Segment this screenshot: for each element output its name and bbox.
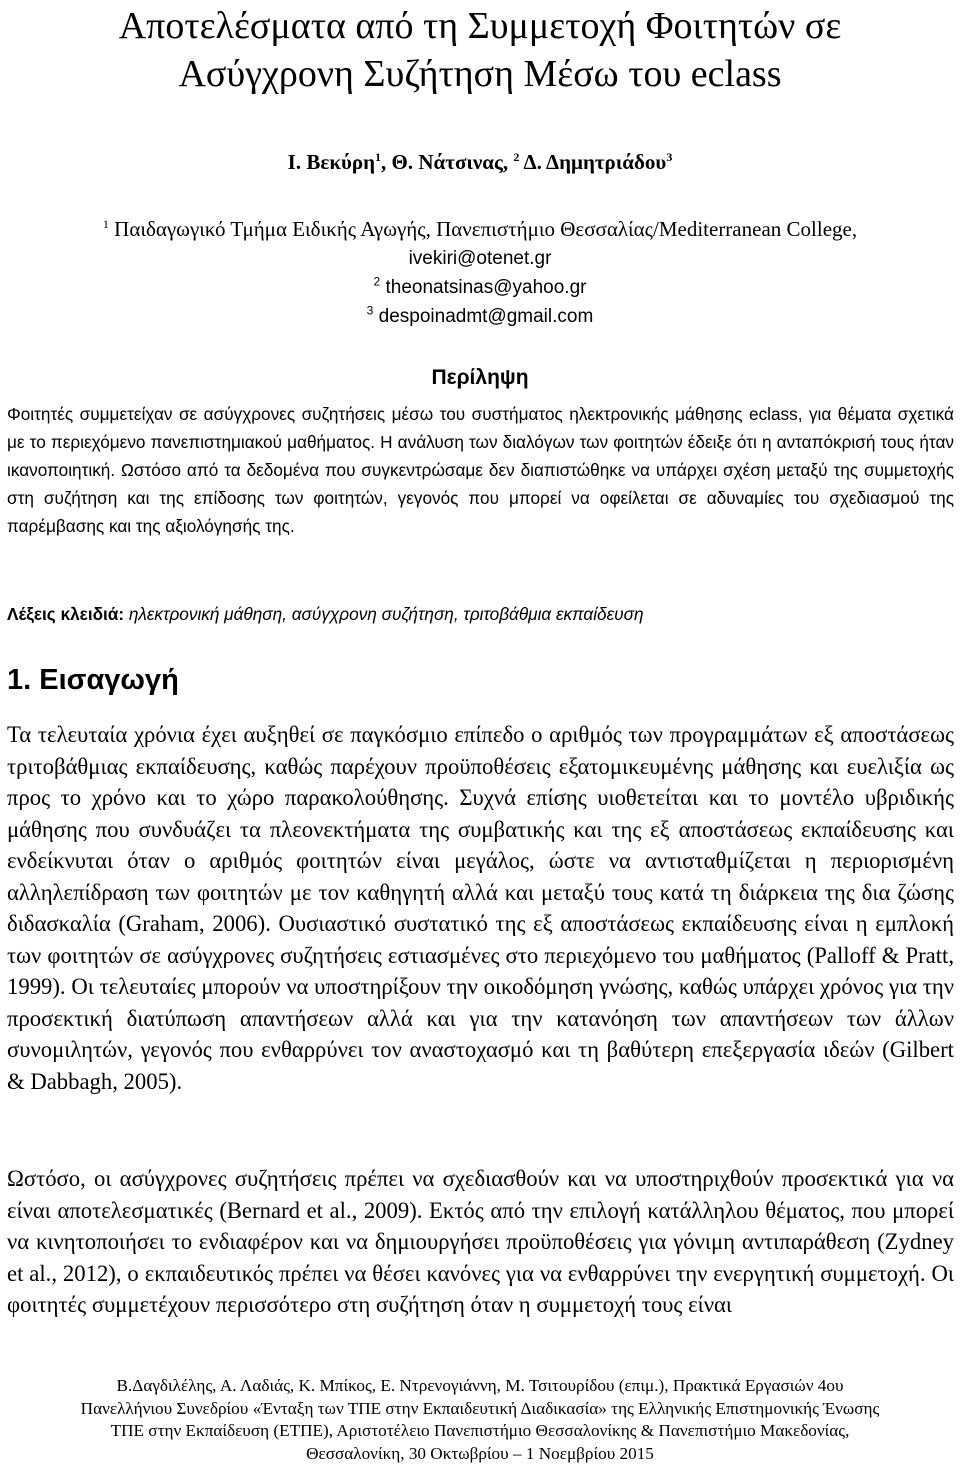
keywords-items: ηλεκτρονική μάθηση, ασύγχρονη συζήτηση, τριτοβάθμια εκπαίδευση [124, 604, 643, 624]
author-1-name: Ι. Βεκύρη [288, 150, 375, 174]
email-3[interactable]: despoinadmt@gmail.com [379, 306, 594, 327]
section-1-paragraph-2: Ωστόσο, οι ασύγχρονες συζητήσεις πρέπει να σχεδιασθούν και να υποστηριχθούν προσεκτικά για να είναι αποτελεσματικές (Bernard et al., 2009). Εκτός από την επιλογή κατάλληλου θέματος, που μπορεί να κινητοποιήσει το ενδιαφέρον και να δημιουργήσει προϋποθέσεις για γόνιμη αντιπαράθεση (Zydney et al., 2012), ο εκπαιδευτικός πρέπει να θέσει κανόνες για να ενθαρρύνει την ενεργητική συμμετοχή. Οι φοιτητές συμμετέχουν περισσότερο στη συζήτηση όταν η συμμετοχή τους είναι [7, 1163, 954, 1321]
section-1-paragraph-1: Τα τελευταία χρόνια έχει αυξηθεί σε παγκόσμιο επίπεδο ο αριθμός των προγραμμάτων εξ αποστάσεως τριτοβάθμιας εκπαίδευσης, καθώς παρέχουν προϋποθέσεις εξατομικευμένης μάθησης και ευελιξία ως προς το χρόνο και το χώρο παρακολούθησης. Συχνά επίσης υιοθετείται και το μοντέλο υβριδικής μάθησης που συνδυάζει τα πλεονεκτήματα της συμβατικής και της εξ αποστάσεως εκπαίδευσης και ενδείκνυται όταν ο αριθμός φοιτητών είναι μεγάλος, ώστε να αντισταθμίζεται η περιορισμένη αλληλεπίδραση των φοιτητών με τον καθηγητή αλλά και μεταξύ τους κατά τη διάρκεια της δια ζώσης διδασκαλία (Graham, 2006). Ουσιαστικό συστατικό της εξ αποστάσεως εκπαίδευσης είναι η εμπλοκή των φοιτητών σε ασύγχρονες συζητήσεις εστιασμένες στο περιεχόμενο του μαθήματος (Palloff & Pratt, 1999). Οι τελευταίες μπορούν να υποστηρίξουν την οικοδόμηση γνώσης, καθώς υπάρχει χρόνος για την προσεκτική διατύπωση απαντήσεων αλλά και για την κατανόηση των απαντήσεων των άλλων συνομιλητών, γεγονός που ενθαρρύνει τον αναστοχασμό και τη βαθύτερη επεξεργασία ιδεών (Gilbert & Dabbagh, 2005). [7, 719, 954, 1097]
author-2-name: Θ. Νάτσινας, [392, 150, 509, 174]
affiliation-1 [0, 215, 960, 244]
footer-line-3: ΤΠΕ στην Εκπαίδευση (ΕΤΠΕ), Αριστοτέλειο Πανεπιστήμιο Θεσσαλονίκης & Πανεπιστήμιο Μακεδονίας, [0, 1420, 960, 1443]
email-1[interactable]: ivekiri@otenet.gr [0, 244, 960, 273]
paper-title [0, 2, 960, 98]
title-line-2: Ασύγχρονη Συζήτηση Μέσω του eclass [0, 50, 960, 98]
affiliation-3-mark: 3 [367, 304, 374, 318]
abstract-text: Φοιτητές συμμετείχαν σε ασύγχρονες συζητήσεις μέσω του συστήματος ηλεκτρονικής μάθησης eclass, για θέματα σχετικά με το περιεχόμενο πανεπιστημιακού μαθήματος. Η ανάλυση των διαλόγων των φοιτητών έδειξε ότι η ανταπόκρισή τους ήταν ικανοποιητική. Ωστόσο από τα δεδομένα που συγκεντρώσαμε δεν διαπιστώθηκε να υπάρχει σχέση μεταξύ της συμμετοχής στη συζήτηση και της επίδοσης των φοιτητών, γεγονός που μπορεί να οφείλεται σε αδυναμίες του σχεδιασμού της παρέμβασης και της αξιολόγησής της. [7, 400, 954, 540]
author-3-name: Δ. Δημητριάδου [523, 150, 666, 174]
section-1-heading: 1. Εισαγωγή [7, 664, 179, 697]
footer-line-1: Β.Δαγδιλέλης, Α. Λαδιάς, Κ. Μπίκος, Ε. Ντρενογιάννη, Μ. Τσιτουρίδου (επιμ.), Πρακτικά Εργασιών 4ου [0, 1375, 960, 1398]
affiliation-2 [0, 273, 960, 302]
affiliation-2-mark: 2 [374, 275, 381, 289]
author-2-mark: 2 [513, 150, 519, 164]
title-line-1: Αποτελέσματα από τη Συμμετοχή Φοιτητών σε [0, 2, 960, 50]
author-list: Ι. Βεκύρη$^1$, Θ. Νάτσινας, $^2$ Δ. Δημητριάδου$^3$ [0, 150, 960, 175]
author-3-mark: 3 [666, 150, 672, 164]
page-footer [0, 1375, 960, 1465]
footer-line-4: Θεσσαλονίκη, 30 Οκτωβρίου – 1 Νοεμβρίου 2015 [0, 1443, 960, 1465]
abstract-heading: Περίληψη [0, 366, 960, 390]
footer-line-2: Πανελλήνιου Συνεδρίου «Ένταξη των ΤΠΕ στην Εκπαιδευτική Διαδικασία» της Ελληνικής Επιστημονικής Ένωσης [0, 1398, 960, 1421]
email-2[interactable]: theonatsinas@yahoo.gr [385, 277, 586, 298]
affiliation-1-text: Παιδαγωγικό Τμήμα Ειδικής Αγωγής, Πανεπιστήμιο Θεσσαλίας/Mediterranean College, [114, 217, 857, 241]
affiliations [0, 215, 960, 331]
author-1-mark: 1 [375, 150, 381, 164]
keywords-label: Λέξεις κλειδιά: [7, 604, 124, 624]
keywords [7, 604, 954, 625]
affiliation-1-mark: 1 [103, 217, 109, 231]
affiliation-3 [0, 302, 960, 331]
